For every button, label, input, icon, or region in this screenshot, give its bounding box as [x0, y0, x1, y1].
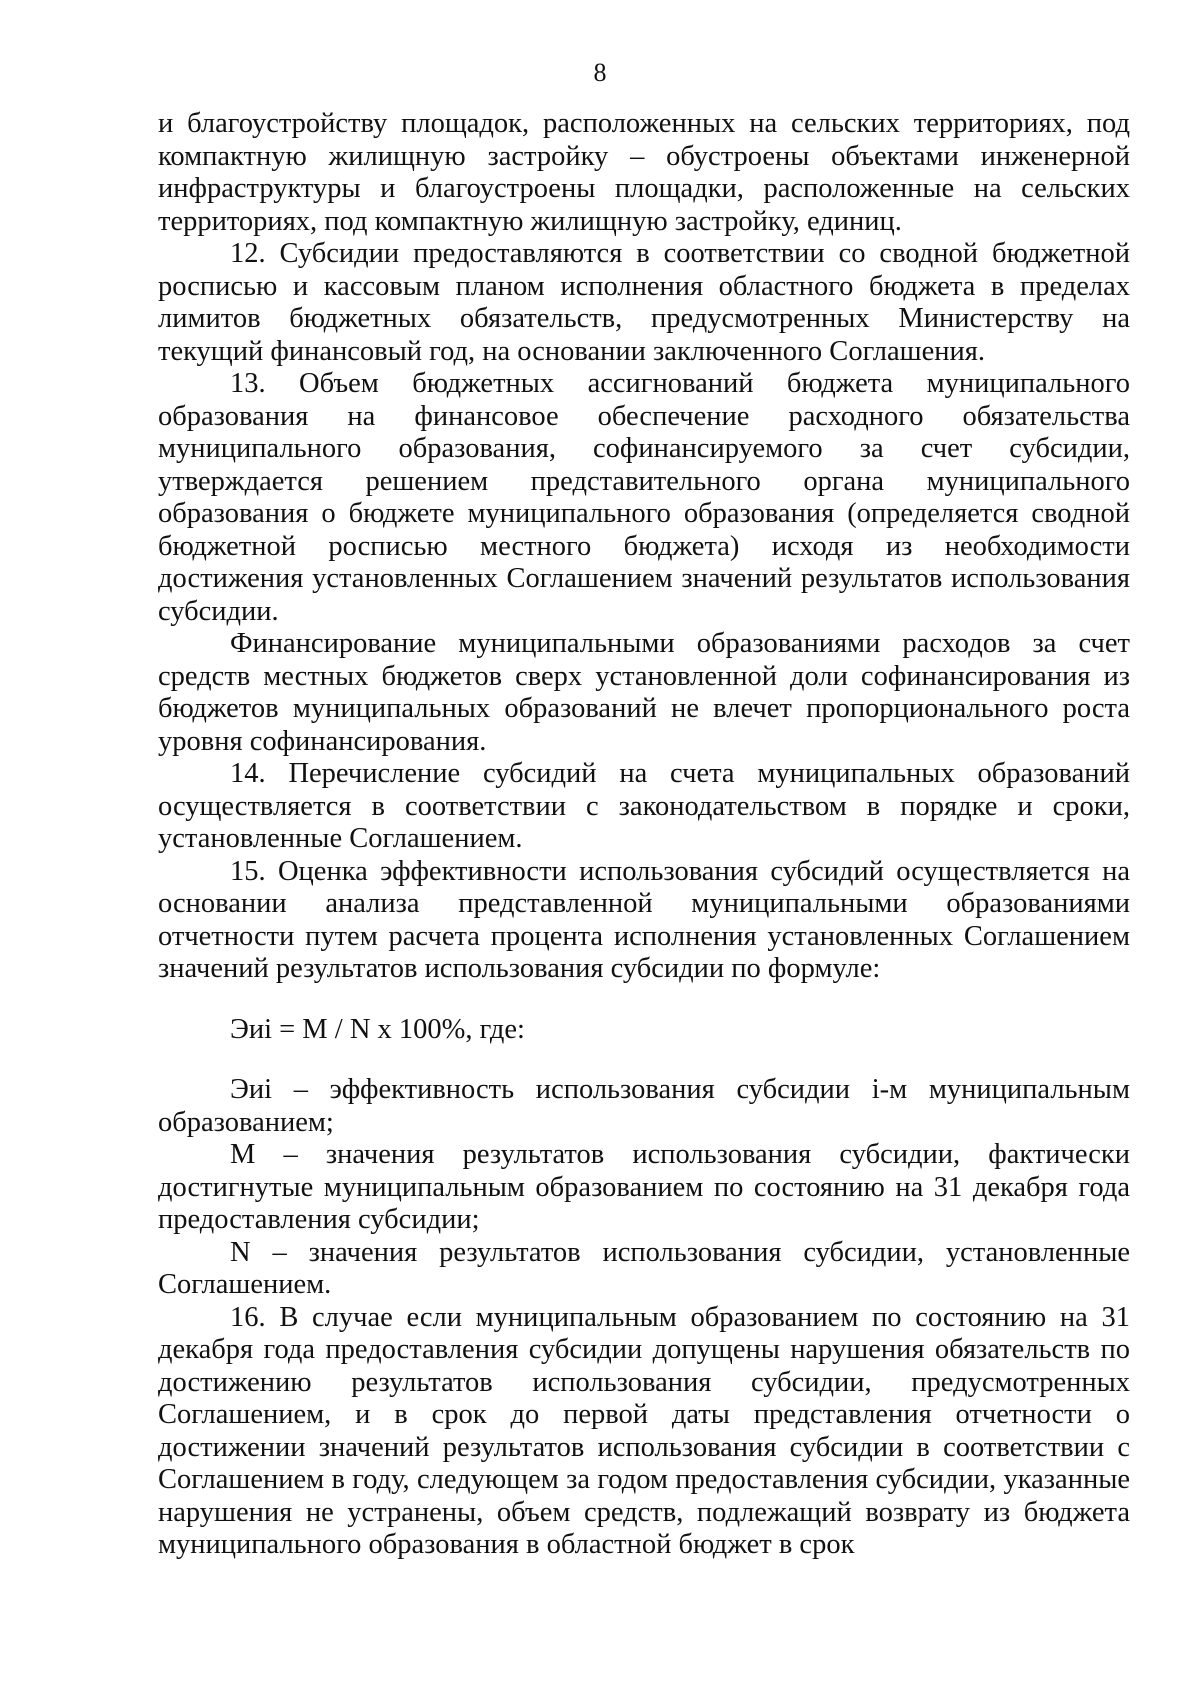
document-body	[158, 108, 1130, 1562]
definition-efficiency: Эиі – эффективность использования субсидии і-м муниципальным образованием;	[158, 1074, 1130, 1138]
paragraph-12: 12. Субсидии предоставляются в соответствии со сводной бюджетной росписью и кассовым планом исполнения областного бюджета в пределах лимитов бюджетных обязательств, предусмотренных Министерству на текущий финансовый год, на основании заключенного Соглашения.	[158, 238, 1130, 367]
definition-m: M – значения результатов использования субсидии, фактически достигнутые муниципальным образованием по состоянию на 31 декабря года предоставления субсидии;	[158, 1139, 1130, 1235]
paragraph-15: 15. Оценка эффективности использования субсидий осуществляется на основании анализа представленной муниципальными образованиями отчетности путем расчета процента исполнения установленных Соглашением значений результатов использования субсидии по формуле:	[158, 855, 1130, 984]
definition-n: N – значения результатов использования субсидии, установленные Соглашением.	[158, 1236, 1130, 1300]
paragraph-continuation: и благоустройству площадок, расположенных на сельских территориях, под компактную жилищную застройку – обустроены объектами инженерной инфраструктуры и благоустроены площадки, расположенные на сельских территориях, под компактную жилищную застройку, единиц.	[158, 108, 1130, 237]
paragraph-14: 14. Перечисление субсидий на счета муниципальных образований осуществляется в соответствии с законодательством в порядке и сроки, установленные Соглашением.	[158, 758, 1130, 854]
paragraph-16: 16. В случае если муниципальным образованием по состоянию на 31 декабря года предоставления субсидии допущены нарушения обязательств по достижению результатов использования субсидии, предусмотренных Соглашением, и в срок до первой даты представления отчетности о достижении значений результатов использования субсидии в соответствии с Соглашением в году, следующем за годом предоставления субсидии, указанные нарушения не устранены, объем средств, подлежащий возврату из бюджета муниципального образования в областной бюджет в срок	[158, 1301, 1130, 1560]
page-number: 8	[593, 58, 607, 87]
paragraph-13: 13. Объем бюджетных ассигнований бюджета муниципального образования на финансовое обеспечение расходного обязательства муниципального образования, софинансируемого за счет субсидии, утверждается решением представительного органа муниципального образования о бюджете муниципального образования (определяется сводной бюджетной росписью местного бюджета) исходя из необходимости достижения установленных Соглашением значений результатов использования субсидии.	[158, 368, 1130, 627]
paragraph-13-financing: Финансирование муниципальными образованиями расходов за счет средств местных бюджетов сверх установленной доли софинансирования из бюджетов муниципальных образований не влечет пропорционального роста уровня софинансирования.	[158, 628, 1130, 757]
efficiency-formula: Эиі = M / N x 100%, где:	[230, 1013, 525, 1045]
